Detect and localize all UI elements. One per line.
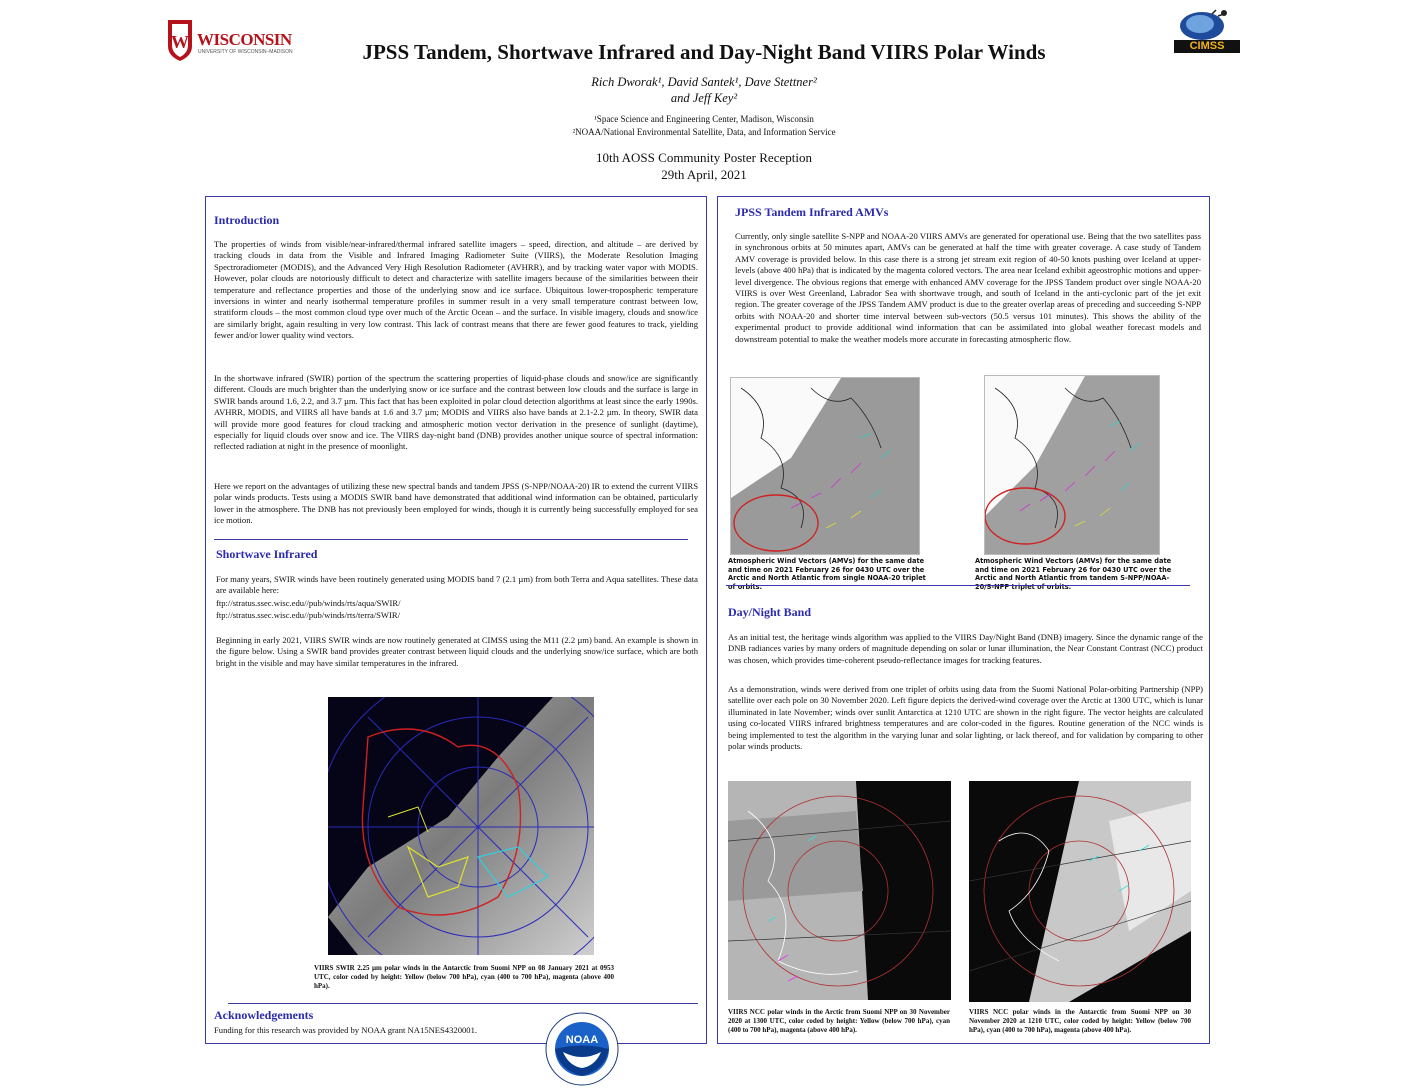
authors-line-2: and Jeff Key²	[670, 91, 738, 105]
intro-paragraph-3: Here we report on the advantages of utilizing these new spectral bands and tandem JPSS (S-NPP/NOAA-20) IR to extend the current VIIRS polar winds products. Tests using a MODIS SWIR band have demonstrated that additional wind information can be obtained, particularly lower in the atmosphere. The DNB has not previously been employed for winds, though it is currently being successfully employed for sea ice motion.	[214, 481, 698, 526]
logo-wisconsin-sub: UNIVERSITY OF WISCONSIN–MADISON	[198, 49, 293, 55]
logo-cimss-text: CIMSS	[1189, 40, 1225, 52]
affiliation-1: ¹Space Science and Engineering Center, Madison, Wisconsin	[594, 114, 814, 124]
dnb-caption-antarctic: VIIRS NCC polar winds in the Antarctic from Suomi NPP on 30 November 2020 at 1210 UTC, color coded by height: Yellow (below 700 hPa), cyan (400 to 700 hPa), magenta (above 400 hPa).	[969, 1008, 1191, 1034]
swir-antarctic-figure	[328, 697, 594, 955]
tandem-figure-single	[730, 377, 920, 555]
tandem-figure-tandem	[984, 375, 1160, 555]
noaa-logo	[545, 1012, 619, 1086]
tandem-caption-single: Atmospheric Wind Vectors (AMVs) for the same date and time on 2021 February 26 for 0430 UTC over the Arctic and North Atlantic from single NOAA-20 triplet of orbits.	[728, 557, 926, 591]
poster-title: JPSS Tandem, Shortwave Infrared and Day-Night Band VIIRS Polar Winds	[362, 40, 1046, 64]
dnb-arctic-figure	[728, 781, 951, 1000]
swir-link-terra[interactable]: ftp://stratus.ssec.wisc.edu//pub/winds/rts/terra/SWIR/	[216, 610, 401, 620]
ack-heading: Acknowledgements	[214, 1008, 314, 1022]
logo-wisconsin-text: WISCONSIN	[197, 30, 292, 49]
svg-text:W: W	[171, 32, 189, 52]
event-date: 29th April, 2021	[661, 167, 747, 182]
swir-paragraph-2: Beginning in early 2021, VIIRS SWIR winds are now routinely generated at CIMSS using the M11 (2.2 µm) band. An example is shown in the figure below. Using a SWIR band provides greater contrast between liquid clouds and the underlying snow/ice surface, which are both bright in the visible and may have similar temperatures in the infrared.	[216, 635, 698, 668]
left-panel	[205, 196, 707, 1044]
intro-paragraph-2: In the shortwave infrared (SWIR) portion of the spectrum the scattering properties of liquid-phase clouds and snow/ice are significantly different. Clouds are much brighter than the underlying snow or ice surface and the contrast between low clouds and the surface is large in SWIR bands around 1.6, 2.2, and 3.7 µm. This fact that has been exploited in polar cloud detection algorithms at least since the early 1990s. AVHRR, MODIS, and VIIRS all have bands at 1.6 and 3.7 µm; MODIS and VIIRS also have bands at 2.1-2.2 µm. In theory, SWIR data will provide more good features for cloud tracking and atmospheric motion vector derivation in the presence of sunlight (daytime), especially for liquid clouds over snow and ice. The VIIRS day-night band (DNB) provides another unique source of spectral information: reflected radiation at night in the presence of moonlight.	[214, 373, 698, 452]
dnb-antarctic-figure	[969, 781, 1191, 1002]
dnb-paragraph-2: As a demonstration, winds were derived from one triplet of orbits using data from the Suomi National Polar-orbiting Partnership (NPP) satellite over each pole on 30 November 2020. Left figure depicts the derived-wind coverage over the Arctic at 1300 UTC, which is lunar illuminated in late November; winds over sunlit Antarctica at 1210 UTC are shown in the right figure. The vector heights are calculated using co-located VIIRS infrared brightness temperatures and are color-coded in the figures. Routine generation of the NCC winds is being implemented to test the algorithm in the varying lunar and solar lighting, or lack thereof, and for validation by comparing to other polar winds products.	[728, 684, 1203, 752]
swir-link-aqua[interactable]: ftp://stratus.ssec.wisc.edu//pub/winds/rts/aqua/SWIR/	[216, 598, 401, 608]
dnb-heading: Day/Night Band	[728, 605, 812, 619]
divider-ack	[228, 1003, 698, 1004]
dnb-caption-arctic: VIIRS NCC polar winds in the Arctic from Suomi NPP on 30 November 2020 at 1300 UTC, color coded by height: Yellow (below 700 hPa), cyan (400 to 700 hPa), magenta (above 400 hPa).	[728, 1008, 950, 1034]
dnb-paragraph-1: As an initial test, the heritage winds algorithm was applied to the VIIRS Day/Night Band (DNB) imagery. Since the dynamic range of the DNB radiances varies by many orders of magnitude depending on solar or lunar illumination, the Near Constant Contrast (NCC) product was chosen, which provides time-coherent pseudo-reflectance images for tracking features.	[728, 632, 1203, 665]
tandem-caption-tandem: Atmospheric Wind Vectors (AMVs) for the same date and time on 2021 February 26 for 0430 UTC over the Arctic and North Atlantic from tandem S-NPP/NOAA-20/S-NPP triplet of orbits.	[975, 557, 1172, 591]
event-name: 10th AOSS Community Poster Reception	[596, 150, 812, 165]
swir-paragraph-1: For many years, SWIR winds have been routinely generated using MODIS band 7 (2.1 µm) from both Terra and Aqua satellites. These data are available here:	[216, 574, 698, 596]
divider	[214, 539, 688, 540]
intro-paragraph-1: The properties of winds from visible/near-infrared/thermal infrared satellite imagers – speed, direction, and altitude – are derived by tracking clouds in data from the Visible and Infrared Imaging Radiometer Suite (VIIRS), the Moderate Resolution Imaging Spectroradiometer (MODIS), and the Advanced Very High Resolution Radiometer (AVHRR), and by tracking water vapor with MODIS. However, polar clouds are notoriously difficult to detect and characterize with satellite imagers because of the similarities between their temperature and reflectance properties and those of the underlying snow and ice surface. Ubiquitous lower-tropospheric temperature inversions in winter and nearly isothermal temperature profiles in summer result in a very small temperature contrast between low, stratiform clouds – the most common cloud type over much of the Arctic Ocean – and the surface. In visible imagery, clouds and snow/ice are similarly bright, again resulting in very low contrast. This lack of contrast means that there are fewer good features to track, yielding fewer and/or lower quality wind vectors.	[214, 239, 698, 341]
event-info	[0, 149, 1408, 183]
right-panel	[717, 196, 1210, 1044]
swir-figure-caption: VIIRS SWIR 2.25 µm polar winds in the Antarctic from Suomi NPP on 08 January 2021 at 0953 UTC, color coded by height: Yellow (below 700 hPa), cyan (400 to 700 hPa), magenta (above 400 hPa).	[314, 964, 614, 990]
tandem-paragraph: Currently, only single satellite S-NPP and NOAA-20 VIIRS AMVs are generated for operational use. Being that the two satellites pass in synchronous orbits at 50 minutes apart, AMVs can be generated at half the time with greater coverage. A case study of Tandem AMV coverage is provided below. In this case there is a strong jet stream exit region of 40-50 knots pushing over Iceland at upper-levels (above 400 hPa) that is indicated by the magenta colored vectors. The area near Iceland exhibit ageostrophic motions and upper-level divergence. The obvious regions that emerge with enhanced AMV coverage for the JPSS Tandem product over single NOAA-20 VIIRS is over West Greenland, Labrador Sea with shortwave trough, and south of Iceland in the anti-cyclonic part of the jet exit region. The greater coverage of the JPSS Tandem AMV product is due to the greater overlap areas of preceding and succeeding S-NPP orbits with NOAA-20 and shorter time interval between sub-vectors (50.5 versus 101 minutes). This shows the ability of the experimental product to provide additional wind information that can be assimilated into global weather forecast models and downstream potential to make the weather models more accurate in forecasting atmospheric flow.	[735, 231, 1201, 344]
affiliation-2: ²NOAA/National Environmental Satellite, Data, and Information Service	[572, 126, 836, 137]
noaa-logo-text: NOAA	[565, 1034, 599, 1046]
authors-line-1: Rich Dworak¹, David Santek¹, Dave Stettner²	[591, 75, 817, 89]
affiliations	[0, 113, 1408, 138]
ack-text: Funding for this research was provided by NOAA grant NA15NES4320001.	[214, 1025, 478, 1035]
swir-heading: Shortwave Infrared	[216, 547, 318, 561]
intro-heading: Introduction	[214, 213, 280, 227]
tandem-heading: JPSS Tandem Infrared AMVs	[735, 205, 889, 219]
divider-dnb	[726, 585, 1190, 586]
authors	[0, 74, 1408, 106]
